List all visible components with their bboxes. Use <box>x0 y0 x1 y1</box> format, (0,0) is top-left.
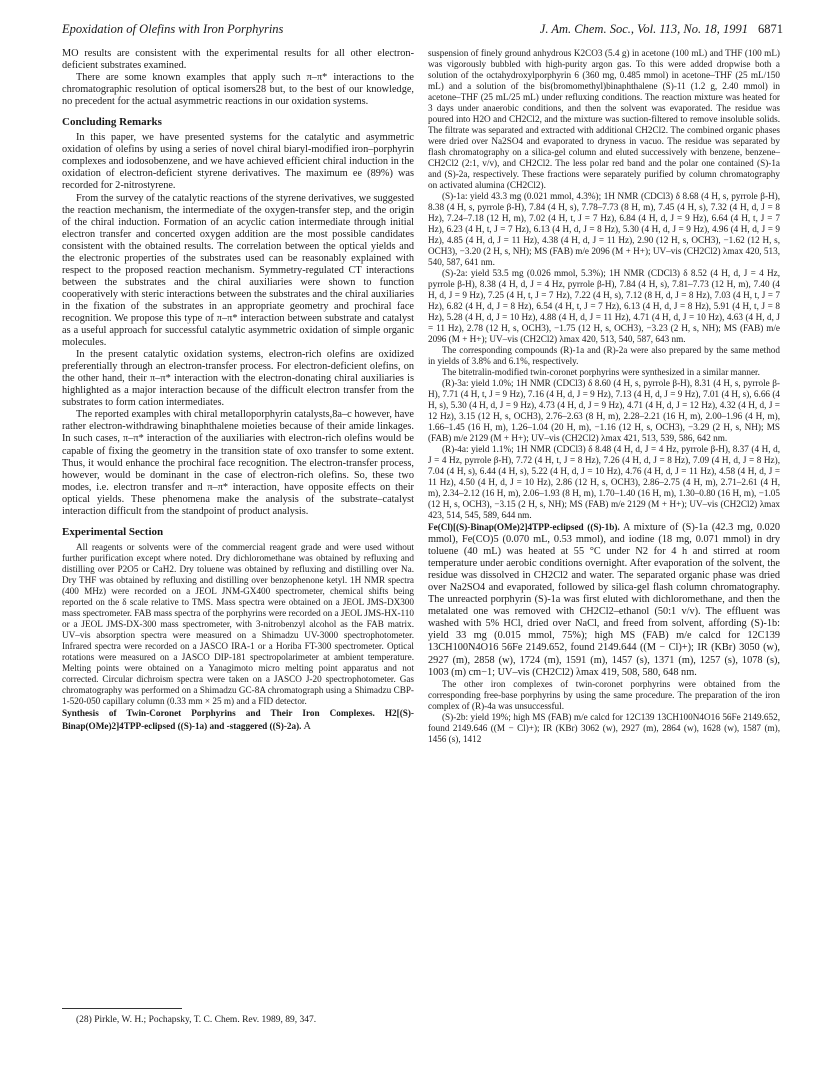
subsection-heading: Synthesis of Twin-Coronet Porphyrins and Their Iron Complexes. H2[(S)-Binap(OMe)2]4TPP-eclipsed ((S)-1a) and -staggered ((S)-2a). <box>62 707 414 731</box>
paragraph: The bitetralin-modified twin-coronet porphyrins were synthesized in a similar manner. <box>442 367 760 377</box>
paragraph: suspension of finely ground anhydrous K2CO3 (5.4 g) in acetone (100 mL) and THF (100 mL) was vigorously bubbled with high-purity argon gas. To this were added dropwise both a solution of the octahydroxylporphyrin 6 (360 mg, 0.485 mmol) in acetone–THF (25 mL/150 mL) and a solution of the bis(bromomethyl)binaphthalene (S)-11 (1.2 g, 2.40 mmol) in acetone–THF (25 mL/25 mL) under refluxing conditions. The reaction mixture was heated for 3 days under anaerobic conditions, and then the solvent was evaporated. The residue was poured into H2O and CH2Cl2, and the mixture was suction-filtered to remove insoluble solids. The filtrate was separated and extracted with additional CH2Cl2. The combined organic phases were dried over Na2SO4 and evaporated to dryness in vacuo. The residue was separated by flash chromatography on a silica-gel column and eluted successively with benzene, benzene–CH2Cl2 (2:1, v/v), and CH2Cl2. The less polar red band and the polar one contained (S)-1a and (S)-2a, respectively. These fractions were separately purified by column chromatography on activated alumina (CH2Cl2). <box>428 48 780 190</box>
paragraph: In this paper, we have presented systems for the catalytic and asymmetric oxidation of olefins by using a series of novel chiral biaryl-modified iron–porphyrin complexes and iodosobenzene, and we have achieved efficient chiral induction in the oxidation of electron-deficient styrene derivatives. The maximum ee (89%) was recorded for 2-nitrostyrene. <box>62 132 414 192</box>
right-column <box>428 48 780 745</box>
paragraph: The corresponding compounds (R)-1a and (R)-2a were also prepared by the same method in yields of 3.8% and 6.1%, respectively. <box>428 345 780 366</box>
experimental-section <box>62 542 414 733</box>
paragraph: From the survey of the catalytic reactions of the styrene derivatives, we suggested the reaction mechanism, the intermediate of the oxygen-transfer step, and the origin of the chiral induction. Formation of an acyclic cation intermediate through initial electron transfer and concerted oxygen addition are the most possible candidates consistent with the obtained results. The correlation between the optical yields and the electronic properties of the substrates used can be reasonably explained with respect to the proposed reaction mechanism. Symmetry-regulated CT interactions between the substrates and the chiral auxiliaries were shown to function cooperatively with steric interactions between the substrates and the chiral auxiliaries in the fixation of the substrates in an appropriate geometry and prochiral face recognition. We propose this type of π–π* interaction between substrate and catalyst as a useful approach for successful catalytic asymmetric oxidation of simple organic molecules. <box>62 192 414 349</box>
paragraph-text: A <box>303 720 311 732</box>
subsection-heading: Fe(Cl)[(S)-Binap(OMe)2]4TPP-eclipsed ((S)-1b). <box>428 522 620 532</box>
footnote: (28) Pirkle, W. H.; Pochapsky, T. C. Chem. Rev. 1989, 89, 347. <box>76 1015 317 1025</box>
paragraph: There are some known examples that apply such π–π* interactions to the chromatographic resolution of optical isomers28 but, to the best of our knowledge, no precedent for the actual asymmetric reactions in our oxidation systems. <box>62 72 414 108</box>
running-header <box>62 22 783 40</box>
paragraph: All reagents or solvents were of the commercial reagent grade and were used without further purification except where noted. Dry dichloromethane was obtained by refluxing and distilling over P2O5 or CaH2. Dry toluene was obtained by refluxing and distilling over Na. Dry THF was obtained by refluxing and distilling over benzophenone ketyl. 1H NMR spectra (400 MHz) were recorded on a JEOL JNM-GX400 spectrometer, chemical shifts being reported on the δ scale relative to TMS. Mass spectra were obtained on a JEOL JMS-DX300 mass spectrometer. FAB mass spectra of the porphyrins were recorded on a JEOL JMS-HX-110 or a JEOL JMS-DX-300 mass spectrometer, with 3-nitrobenzyl alcohol as the FAB matrix. UV–vis absorption spectra were measured on a Shimadzu UV-3000 spectrophotometer. Infrared spectra were recorded on a JASCO IRA-1 or a Horiba FT-300 spectrometer. Optical rotations were measured on a JASCO DIP-181 spectropolarimeter at ambient temperature. Melting points were obtained on a Yanagimoto micro melting point apparatus and not corrected. Circular dichroism spectra were taken on a JASCO J-20 spectrophotometer. Gas chromatography was performed on a Shimadzu GC-8A chromatograph using a Shimadzu CBP-1-520-050 capillary column (0.33 mm × 25 m) and a FID detector. <box>62 541 414 706</box>
journal-name: J. Am. Chem. Soc., Vol. 113, No. 18, 1991 <box>539 22 748 36</box>
left-column <box>62 48 414 733</box>
paragraph: (S)-2b: yield 19%; high MS (FAB) m/e calcd for 12C139 13CH100N4O16 56Fe 2149.652, found 2149.646 ((M − Cl)+); IR (KBr) 3062 (w), 2927 (m), 2864 (w), 1628 (w), 1587 (m), 1456 (s), 1412 <box>428 711 780 744</box>
paragraph: The reported examples with chiral metalloporphyrin catalysts,8a–c however, have rather electron-withdrawing binaphthalene moieties because of their amide linkages. In such cases, π–π* interaction of the auxiliaries with electron-rich olefins would be capable of fixing the geometry in the transition state of oxo transfer to some extent. Thus, it would enhance the prochiral face recognition. The electron-transfer process, however, would be dominant in the case of electron-rich olefins. So, these two modes, i.e. electron transfer and π–π* interaction, have opposite effects on their optical yields. These phenomena make the analysis of the substrate–catalyst interaction difficult from the standpoint of product analysis. <box>62 409 414 517</box>
journal-citation <box>540 22 783 37</box>
paragraph: (S)-2a: yield 53.5 mg (0.026 mmol, 5.3%); 1H NMR (CDCl3) δ 8.52 (4 H, d, J = 4 Hz, pyrrole β-H), 8.38 (4 H, d, J = 4 Hz, pyrrole β-H), 7.84 (4 H, s), 7.81–7.73 (12 H, m), 7.40 (4 H, d, J = 9 Hz), 7.25 (4 H, t, J = 7 Hz), 7.22 (4 H, s), 7.12 (8 H, d, J = 8 Hz), 7.03 (4 H, t, J = 7 Hz), 6.82 (4 H, d, J = 8 Hz), 6.54 (4 H, t, J = 7 Hz), 6.13 (4 H, d, J = 8 Hz), 5.91 (4 H, t, J = 8 Hz), 5.28 (4 H, d, J = 10 Hz), 4.88 (4 H, d, J = 11 Hz), 4.71 (4 H, d, J = 10 Hz), 4.63 (4 H, d, J = 11 Hz), 2.78 (12 H, s, OCH3), −1.75 (12 H, s, OCH3), −3.23 (2 H, s, NH); MS (FAB) m/e 2096 (M + H+); UV–vis (CH2Cl2) λmax 420, 513, 540, 587, 643 nm. <box>428 268 780 344</box>
paragraph: The other iron complexes of twin-coronet porphyrins were obtained from the corresponding free-base porphyrins by using the same procedure. The preparation of the iron complex of (R)-4a was unsuccessful. <box>428 678 780 711</box>
paragraph: MO results are consistent with the experimental results for all other electron-deficient substrates examined. <box>62 48 414 72</box>
footnote-rule <box>62 1008 182 1009</box>
paragraph: (R)-3a: yield 1.0%; 1H NMR (CDCl3) δ 8.60 (4 H, s, pyrrole β-H), 8.31 (4 H, s, pyrrole β-H), 7.71 (4 H, t, J = 9 Hz), 7.16 (4 H, d, J = 9 Hz), 7.13 (4 H, d, J = 9 Hz), 7.01 (4 H, s), 6.66 (4 H, s), 5.30 (4 H, d, J = 9 Hz), 4.73 (4 H, d, J = 9 Hz), 4.71 (4 H, d, J = 12 Hz), 4.32 (4 H, d, J = 12 Hz), 3.15 (12 H, s, OCH3), 2.76–2.63 (8 H, m), 2.28–2.21 (16 H, m), 2.00–1.96 (4 H, m), 1.66–1.45 (16 H, m), 1.26–1.04 (20 H, m), −1.16 (12 H, s, OCH3), −3.29 (2 H, s, NH); MS (FAB) m/e 2129 (M + H+); UV–vis (CH2Cl2) λmax 421, 513, 539, 586, 642 nm. <box>428 378 780 443</box>
section-heading: Experimental Section <box>62 525 164 538</box>
running-title: Epoxidation of Olefins with Iron Porphyrins <box>62 22 284 36</box>
paragraph: In the present catalytic oxidation systems, electron-rich olefins are oxidized preferentially through an electron-transfer process. For electron-deficient olefins, on the other hand, their π–π* interaction with the electron-donating chiral auxiliaries is highlighted as a major interaction because of the difficult electron transfer from the substrates to form cation intermediates. <box>62 349 414 409</box>
paragraph: (R)-4a: yield 1.1%; 1H NMR (CDCl3) δ 8.48 (4 H, d, J = 4 Hz, pyrrole β-H), 8.37 (4 H, d, J = 4 Hz, pyrrole β-H), 7.72 (4 H, t, J = 8 Hz), 7.26 (4 H, d, J = 8 Hz), 7.09 (4 H, d, J = 8 Hz), 7.04 (4 H, s), 6.44 (4 H, s), 5.22 (4 H, d, J = 10 Hz), 4.76 (4 H, d, J = 11 Hz), 4.58 (4 H, d, J = 11 Hz), 4.50 (4 H, d, J = 10 Hz), 2.86 (12 H, s, OCH3), 2.86–2.75 (4 H, m), 2.71–2.61 (4 H, m), 2.34–2.12 (16 H, m), 2.06–1.93 (8 H, m), 1.70–1.40 (16 H, m), 1.30–0.80 (16 H, m), −1.05 (12 H, s, OCH3), −3.15 (2 H, s, NH); MS (FAB) m/e 2129 (M + H+); UV–vis (CH2Cl2) λmax 423, 514, 545, 589, 644 nm. <box>428 444 780 520</box>
paragraph-text: A mixture of (S)-1a (42.3 mg, 0.020 mmol), Fe(CO)5 (0.070 mL, 0.53 mmol), and iodine (18 mg, 0.071 mmol) in dry toluene (40 mL) was heated at 55 °C under N2 for 4 h and stirred at room temperature under aerobic conditions overnight. After evaporation of the solvent, the residue was dissolved in CH2Cl2 and water. The separated organic phase was dried over Na2SO4 and evaporated, followed by silica-gel flash column chromatography. The unreacted porphyrin (S)-1a was first eluted with dichloromethane, and then the metalated one was removed with CH2Cl2–ethanol (50:1 v/v). The effluent was washed with 5% HCl, dried over NaCl, and freed from solvent, affording (S)-1b: yield 33 mg (0.015 mmol, 75%); high MS (FAB) m/e calcd for 12C139 13CH100N4O16 56Fe 2149.652, found 2149.644 ((M − Cl)+); IR (KBr) 3050 (w), 2927 (m), 2858 (w), 1724 (m), 1591 (m), 1457 (s), 1371 (m), 1257 (s), 1078 (s), 1003 (m) cm−1; UV–vis (CH2Cl2) λmax 419, 508, 580, 648 nm. <box>428 522 780 678</box>
paragraph: (S)-1a: yield 43.3 mg (0.021 mmol, 4.3%); 1H NMR (CDCl3) δ 8.68 (4 H, s, pyrrole β-H), 8.38 (4 H, s, pyrrole β-H), 7.84 (4 H, s), 7.78–7.73 (8 H, m), 7.45 (4 H, s), 7.32 (4 H, d, J = 8 Hz), 7.24–7.18 (12 H, m), 7.02 (4 H, t, J = 7 Hz), 6.84 (4 H, d, J = 9 Hz), 6.64 (4 H, t, J = 7 Hz), 6.23 (4 H, t, J = 7 Hz), 6.13 (4 H, d, J = 8 Hz), 5.30 (4 H, d, J = 9 Hz), 4.96 (4 H, d, J = 9 Hz), 4.85 (4 H, d, J = 11 Hz), 4.38 (4 H, d, J = 11 Hz), 2.90 (12 H, s, OCH3), −1.62 (12 H, s, OCH3), −3.20 (2 H, s, NH); MS (FAB) m/e 2096 (M + H+); UV–vis (CH2Cl2) λmax 420, 513, 540, 587, 641 nm. <box>428 191 780 267</box>
section-heading: Concluding Remarks <box>62 116 162 129</box>
page-number: 6871 <box>758 22 783 36</box>
